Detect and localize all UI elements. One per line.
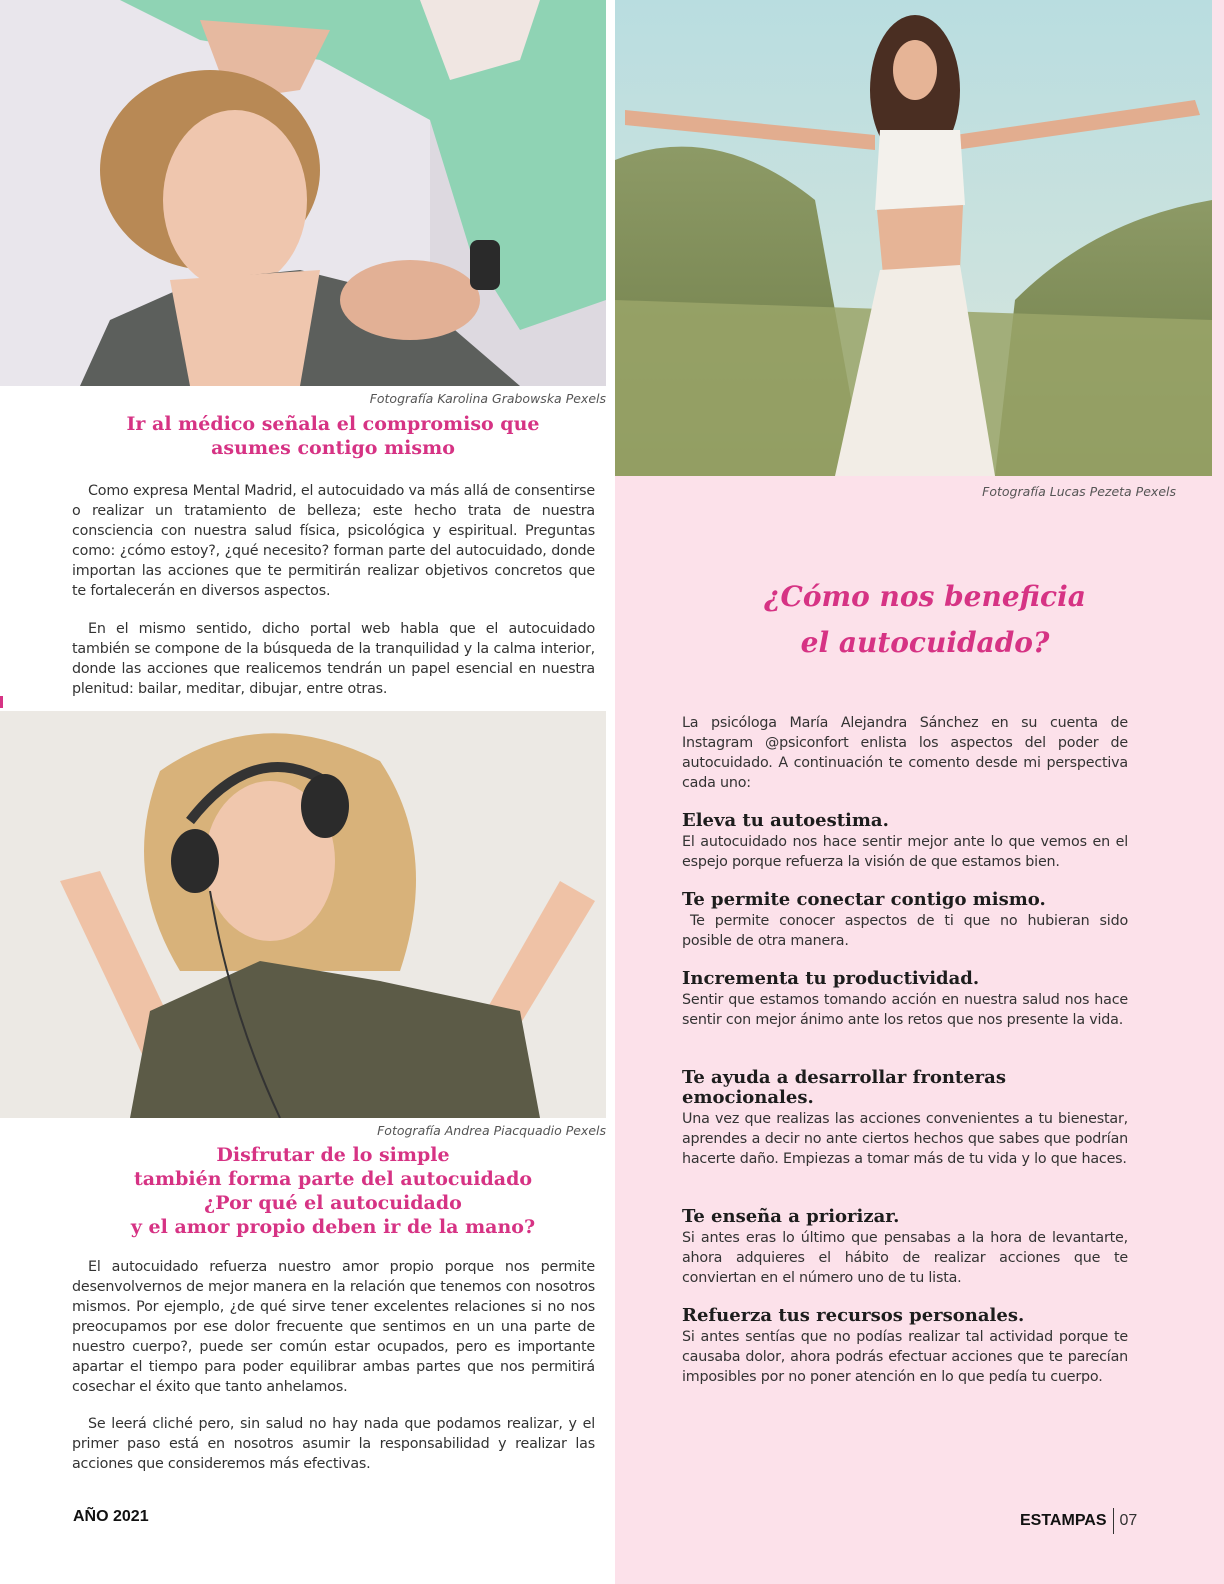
paragraph-amor-propio: El autocuidado refuerza nuestro amor propio porque nos permite desenvolvernos de mejor manera en la relación que tenemos con nosotros mismos. Por ejemplo, ¿de qué sirve tener excelentes relaciones si no nos preocupamos por ese dolor frecuente que sentimos en un una parte de nuestro cuerpo?, puede ser común estar ocupados, pero es importante apartar el tiempo para poder equilibrar ambas partes que nos permitirá cosechar el éxito que tanto anhelamos. bbox=[72, 1259, 595, 1395]
title-como-nos-beneficia bbox=[680, 574, 1170, 666]
footer-separator bbox=[1113, 1508, 1114, 1534]
photo-caption-andrea: Fotografía Andrea Piacquadio Pexels bbox=[377, 1123, 606, 1138]
photo-woman-headphones bbox=[0, 711, 606, 1118]
photo-woman-field bbox=[615, 0, 1212, 476]
heading-line: ¿Por qué el autocuidado bbox=[204, 1192, 462, 1214]
magazine-name: ESTAMPAS bbox=[1020, 1512, 1107, 1529]
paragraph-portal-web: En el mismo sentido, dicho portal web habla que el autocuidado también se compone de la búsqueda de la tranquilidad y la calma interior, donde las acciones que realicemos tendrán un papel esencial en nuestra plenitud: bailar, meditar, dibujar, entre otras. bbox=[72, 621, 595, 697]
heading-line: Disfrutar de lo simple bbox=[216, 1144, 450, 1166]
section-title-productividad: Incrementa tu productividad. bbox=[682, 968, 980, 989]
intro-psicologa: La psicóloga María Alejandra Sánchez en su cuenta de Instagram @psiconfort enlista los aspectos del poder de autocuidado. A continuación te comento desde mi perspectiva cada uno: bbox=[682, 715, 1128, 791]
section-title-recursos: Refuerza tus recursos personales. bbox=[682, 1305, 1025, 1326]
edge-marker bbox=[0, 696, 3, 708]
section-title-fronteras: Te ayuda a desarrollar fronteras emocionales. bbox=[682, 1067, 1006, 1108]
footer-magazine bbox=[1020, 1508, 1137, 1534]
paragraph-mental-madrid: Como expresa Mental Madrid, el autocuidado va más allá de consentirse o realizar un tratamiento de belleza; este hecho trata de nuestra consciencia con nuestra salud física, psicológica y espiritual. Preguntas como: ¿cómo estoy?, ¿qué necesito? forman parte del autocuidado, donde importan las acciones que te permitirán realizar objetivos concretos que te fortalecerán en diversos aspectos. bbox=[72, 483, 595, 599]
photo-caption-karolina: Fotografía Karolina Grabowska Pexels bbox=[369, 391, 606, 406]
section-body-autoestima: El autocuidado nos hace sentir mejor ante lo que vemos en el espejo porque refuerza la visión de que estamos bien. bbox=[682, 834, 1128, 870]
title-line: ¿Cómo nos beneficia bbox=[764, 580, 1086, 613]
heading-line: asumes contigo mismo bbox=[211, 437, 455, 459]
section-title-conectar: Te permite conectar contigo mismo. bbox=[682, 889, 1046, 910]
section-body-fronteras: Una vez que realizas las acciones convenientes a tu bienestar, aprendes a decir no ante ciertos hechos que sabes que podrían hacerte daño. Empiezas a tomar más de tu vida y lo que haces. bbox=[682, 1111, 1128, 1167]
section-body-productividad: Sentir que estamos tomando acción en nuestra salud nos hace sentir con mejor ánimo ante los retos que nos presente la vida. bbox=[682, 992, 1128, 1028]
page-number: 07 bbox=[1119, 1512, 1138, 1529]
title-line: el autocuidado? bbox=[800, 626, 1050, 659]
footer-year: AÑO 2021 bbox=[73, 1508, 149, 1525]
photo-doctor-patient bbox=[0, 0, 606, 386]
heading-enjoy-simple bbox=[60, 1143, 606, 1239]
section-body-conectar: Te permite conocer aspectos de ti que no hubieran sido posible de otra manera. bbox=[682, 913, 1128, 949]
section-body-recursos: Si antes sentías que no podías realizar tal actividad porque te causaba dolor, ahora podrás efectuar acciones que te parecían imposibles por no poner atención en lo que pedía tu cuerpo. bbox=[682, 1329, 1128, 1385]
section-body-priorizar: Si antes eras lo último que pensabas a la hora de levantarte, ahora adquieres el hábito de realizar acciones que te conviertan en el número uno de tu lista. bbox=[682, 1230, 1128, 1286]
heading-doctor-commitment bbox=[60, 412, 606, 460]
section-title-priorizar: Te enseña a priorizar. bbox=[682, 1206, 900, 1227]
heading-line: también forma parte del autocuidado bbox=[133, 1168, 533, 1190]
heading-line: Ir al médico señala el compromiso que bbox=[126, 413, 540, 435]
section-title-autoestima: Eleva tu autoestima. bbox=[682, 810, 889, 831]
heading-line: y el amor propio deben ir de la mano? bbox=[130, 1216, 536, 1238]
photo-caption-lucas: Fotografía Lucas Pezeta Pexels bbox=[982, 484, 1176, 499]
paragraph-cliche: Se leerá cliché pero, sin salud no hay nada que podamos realizar, y el primer paso está en nosotros asumir la responsabilidad y realizar las acciones que consideremos más efectivas. bbox=[72, 1416, 595, 1472]
